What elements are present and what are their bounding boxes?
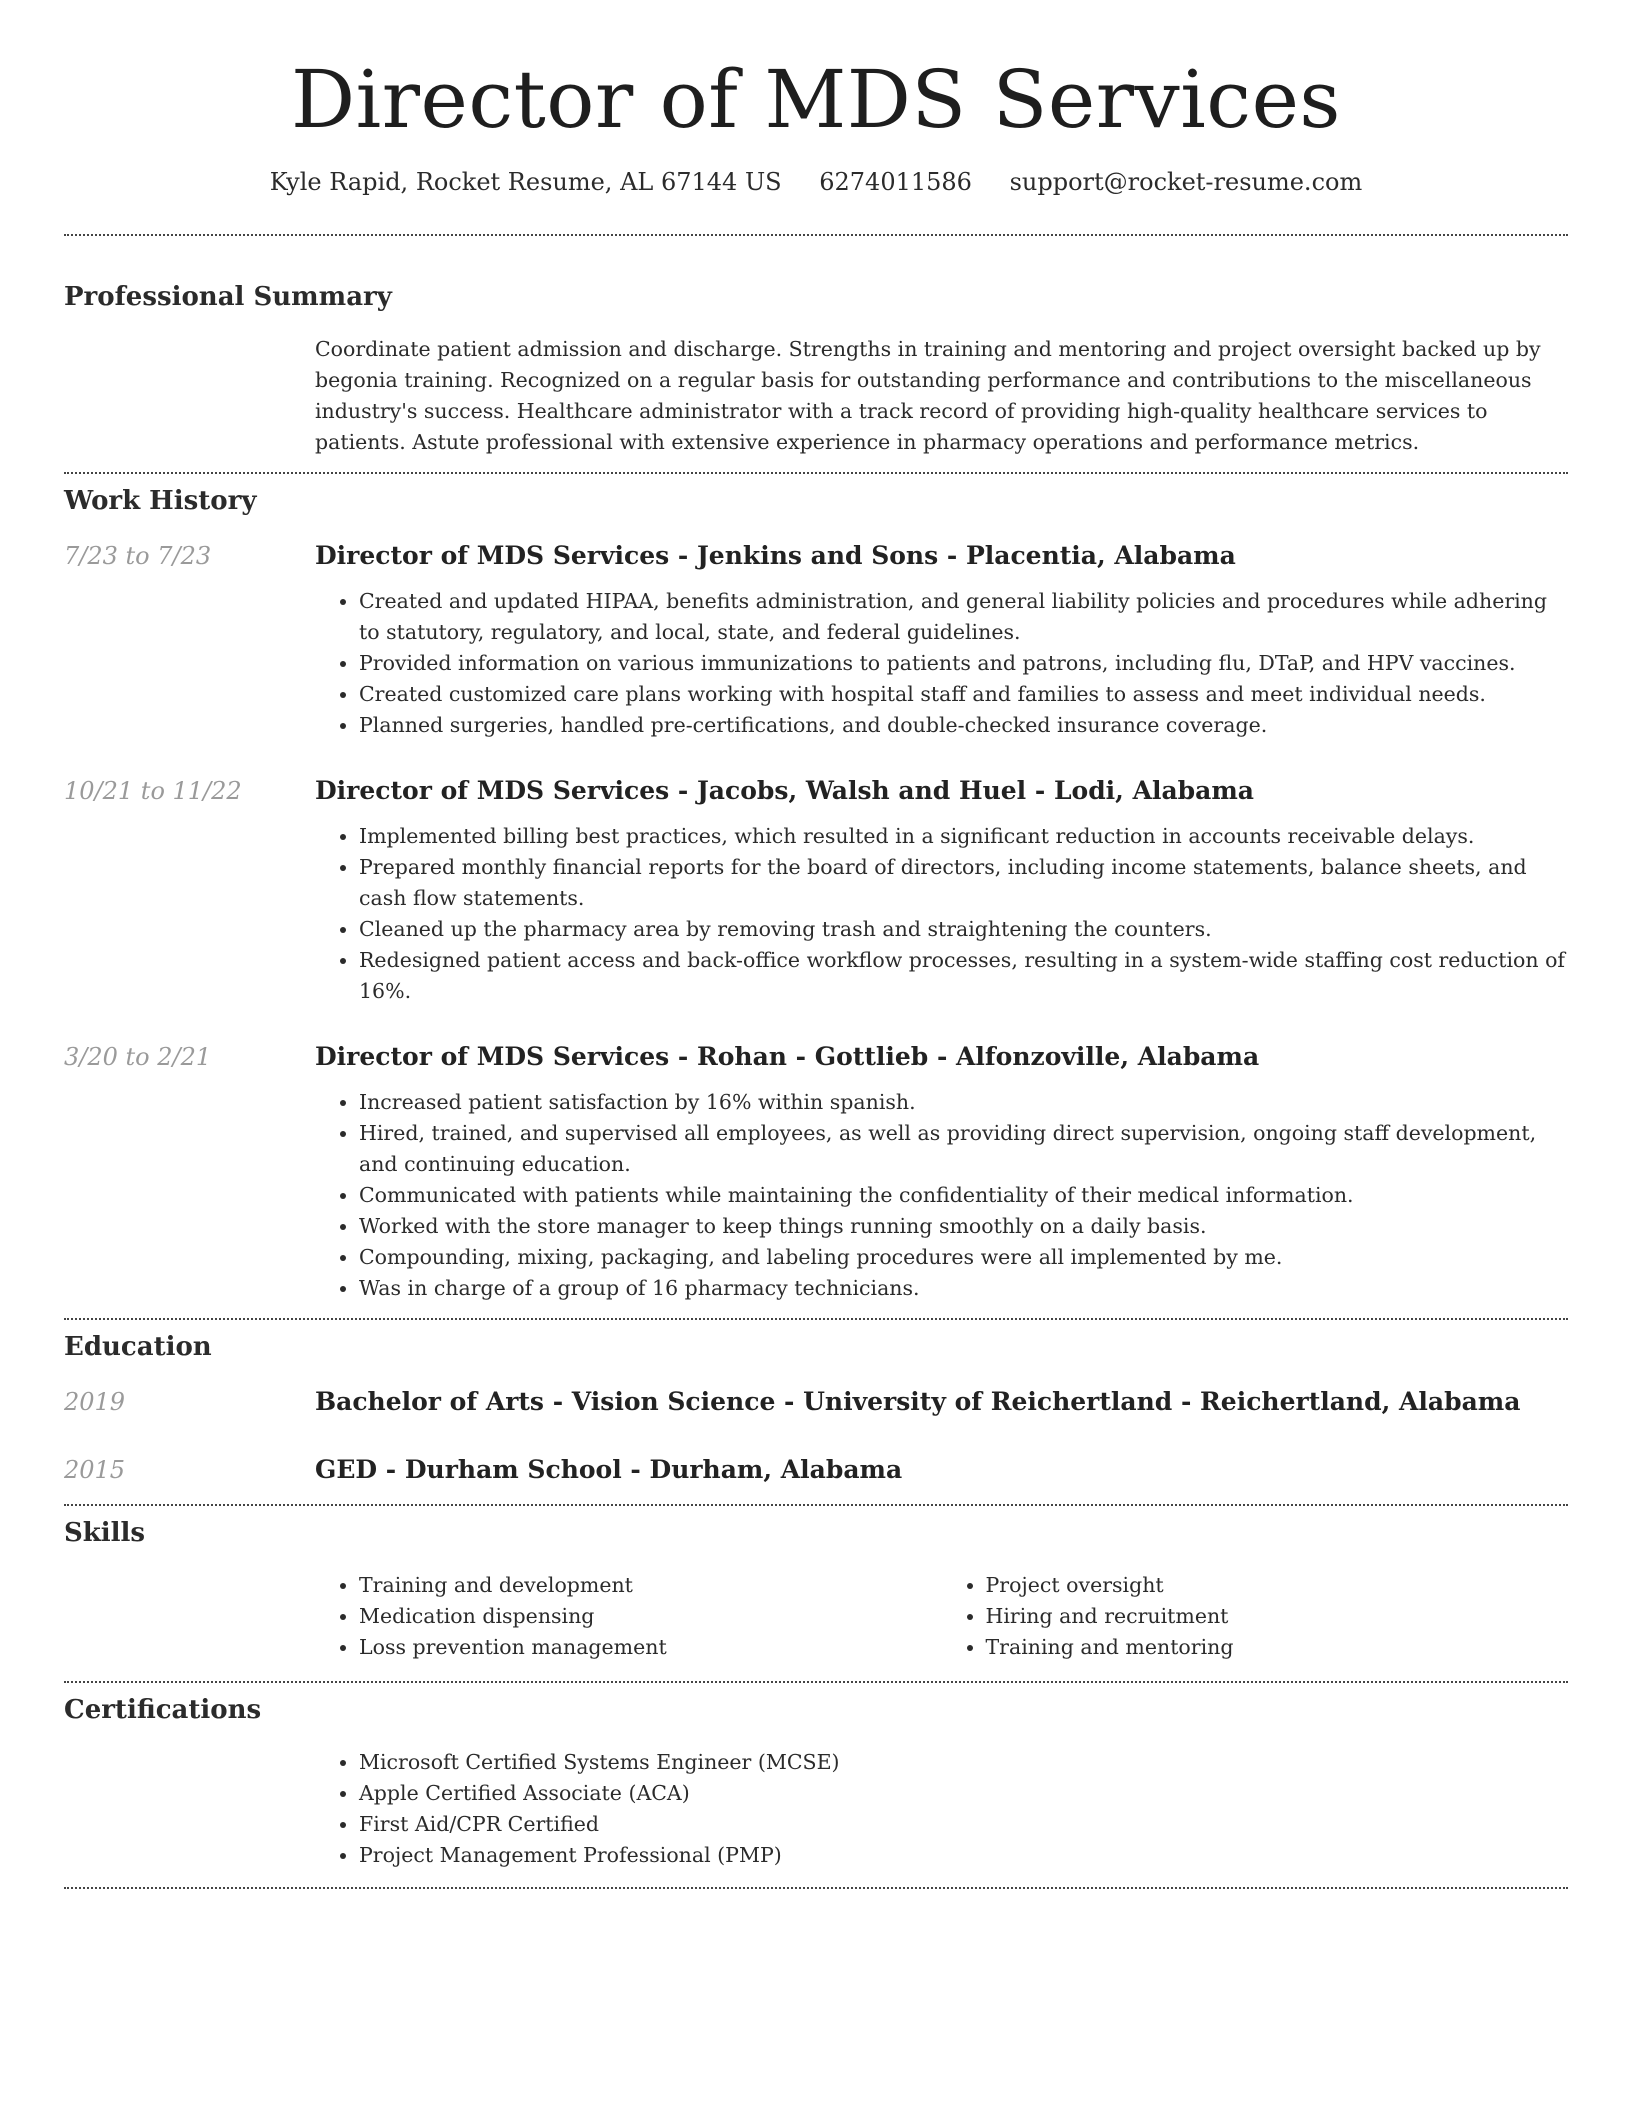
- job-entry: [64, 775, 1568, 1007]
- job-bullet: • Implemented billing best practices, which resulted in a significant reduction in accounts receivable delays.: [359, 821, 1568, 852]
- job-bullet: • Provided information on various immunizations to patients and patrons, including flu, DTaP, and HPV vaccines.: [359, 648, 1568, 679]
- contact-phone: 6274011586: [819, 168, 972, 196]
- job-heading: Director of MDS Services - Jenkins and Sons - Placentia, Alabama: [315, 541, 1236, 570]
- summary-section: [64, 236, 1568, 472]
- job-dates: 10/21 to 11/22: [64, 777, 242, 805]
- contact-line: [64, 166, 1568, 198]
- contact-address: Kyle Rapid, Rocket Resume, AL 67144 US: [269, 168, 782, 196]
- certifications-list: [315, 1747, 1568, 1871]
- education-degree: Bachelor of Arts - Vision Science - University of Reichertland - Reichertland, Alabama: [315, 1387, 1521, 1416]
- job-dates: 7/23 to 7/23: [64, 542, 212, 570]
- job-bullet: • Created customized care plans working with hospital staff and families to assess and meet individual needs.: [359, 679, 1568, 710]
- certifications-heading: Certifications: [64, 1695, 262, 1725]
- skill-item: • Training and development: [359, 1570, 942, 1601]
- job-bullet: • Created and updated HIPAA, benefits administration, and general liability policies and procedures while adhering to statutory, regulatory, and local, state, and federal guidelines.: [359, 586, 1568, 648]
- resume-page: [64, 0, 1568, 1889]
- work-history-heading: Work History: [64, 486, 257, 516]
- job-bullet: • Redesigned patient access and back-office workflow processes, resulting in a system-wide staffing cost reduction of 16%.: [359, 945, 1568, 1007]
- skill-item: • Loss prevention management: [359, 1632, 942, 1663]
- certification-item: • Microsoft Certified Systems Engineer (MCSE): [359, 1747, 1568, 1778]
- job-entry: [64, 540, 1568, 741]
- education-heading: Education: [64, 1332, 212, 1362]
- certifications-section: [64, 1683, 1568, 1887]
- skill-item: • Training and mentoring: [986, 1632, 1569, 1663]
- summary-text: Coordinate patient admission and discharge. Strengths in training and mentoring and project oversight backed up by begonia training. Recognized on a regular basis for outstanding performance and contributions to the miscellaneous industry's success. Healthcare administrator with a track record of providing high-quality healthcare services to patients. Astute professional with extensive experience in pharmacy operations and performance metrics.: [315, 337, 1541, 454]
- contact-email: support@rocket-resume.com: [1009, 168, 1363, 196]
- job-heading: Director of MDS Services - Jacobs, Walsh and Huel - Lodi, Alabama: [315, 776, 1255, 805]
- skill-item: • Hiring and recruitment: [986, 1601, 1569, 1632]
- skills-list-left: [315, 1570, 942, 1663]
- skill-item: • Project oversight: [986, 1570, 1569, 1601]
- job-bullet: • Compounding, mixing, packaging, and labeling procedures were all implemented by me.: [359, 1242, 1568, 1273]
- job-bullet: • Cleaned up the pharmacy area by removing trash and straightening the counters.: [359, 914, 1568, 945]
- resume-title: Director of MDS Services: [291, 53, 1341, 146]
- job-bullet: • Increased patient satisfaction by 16% within spanish.: [359, 1087, 1568, 1118]
- job-bullets: [315, 821, 1568, 1007]
- summary-heading: Professional Summary: [64, 282, 392, 312]
- summary-spacer: [64, 334, 315, 458]
- education-year: 2015: [64, 1456, 126, 1484]
- skill-item: • Medication dispensing: [359, 1601, 942, 1632]
- education-degree: GED - Durham School - Durham, Alabama: [315, 1455, 903, 1484]
- certification-item: • First Aid/CPR Certified: [359, 1809, 1568, 1840]
- job-bullets: [315, 586, 1568, 741]
- job-entry: [64, 1041, 1568, 1318]
- work-history-section: [64, 474, 1568, 1318]
- job-bullet: • Hired, trained, and supervised all employees, as well as providing direct supervision, ongoing staff development, and continuing education.: [359, 1118, 1568, 1180]
- skills-section: [64, 1506, 1568, 1681]
- section-divider: [64, 1887, 1568, 1889]
- skills-heading: Skills: [64, 1518, 146, 1548]
- education-entry: [64, 1454, 1568, 1504]
- education-section: [64, 1320, 1568, 1504]
- education-year: 2019: [64, 1388, 126, 1416]
- job-bullet: • Was in charge of a group of 16 pharmacy technicians.: [359, 1273, 1568, 1304]
- job-heading: Director of MDS Services - Rohan - Gottlieb - Alfonzoville, Alabama: [315, 1042, 1260, 1071]
- job-dates: 3/20 to 2/21: [64, 1043, 212, 1071]
- job-bullets: [315, 1087, 1568, 1304]
- job-bullet: • Communicated with patients while maintaining the confidentiality of their medical information.: [359, 1180, 1568, 1211]
- job-bullet: • Prepared monthly financial reports for the board of directors, including income statements, balance sheets, and cash flow statements.: [359, 852, 1568, 914]
- job-bullet: • Worked with the store manager to keep things running smoothly on a daily basis.: [359, 1211, 1568, 1242]
- education-entry: [64, 1386, 1568, 1418]
- certification-item: • Apple Certified Associate (ACA): [359, 1778, 1568, 1809]
- skills-list-right: [942, 1570, 1569, 1663]
- skills-spacer: [64, 1570, 315, 1663]
- certifications-spacer: [64, 1747, 315, 1871]
- certification-item: • Project Management Professional (PMP): [359, 1840, 1568, 1871]
- job-bullet: • Planned surgeries, handled pre-certifications, and double-checked insurance coverage.: [359, 710, 1568, 741]
